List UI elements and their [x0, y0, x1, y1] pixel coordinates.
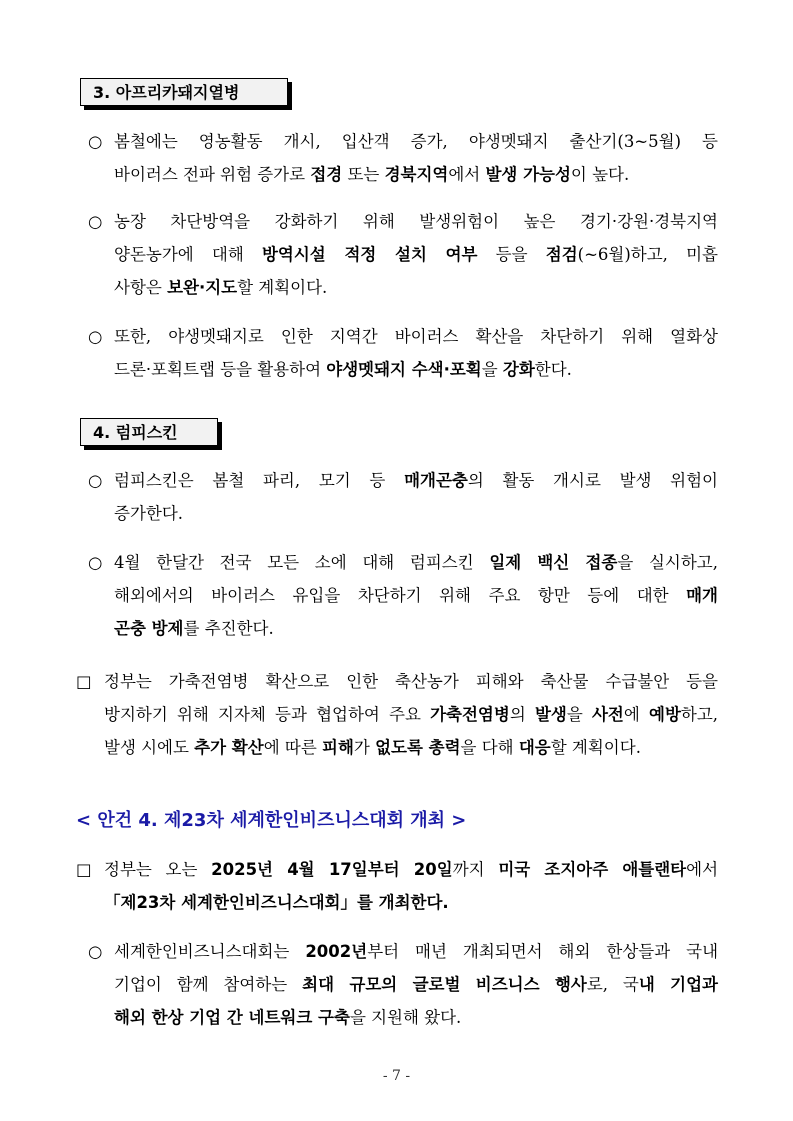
paragraph-farm-biosecurity [88, 205, 718, 304]
section-heading-african-swine-fever: 3. 아프리카돼지열병 [80, 78, 288, 106]
paragraph-spring-asf-risk [88, 125, 718, 191]
text-line: 발생 시에도 추가 확산에 따른 피해가 없도록 총력을 다해 대응할 계획이다. [104, 738, 641, 757]
square-bullet: □ [76, 672, 92, 691]
circle-bullet: ○ [88, 327, 103, 346]
text-line: 사항은 보완·지도할 계획이다. [114, 278, 328, 297]
paragraph-business-convention-announcement [76, 853, 718, 919]
circle-bullet: ○ [88, 471, 103, 490]
text-line: 농장 차단방역을 강화하기 위해 발생위험이 높은 경기·강원·경북지역 [114, 212, 718, 231]
text-line: 또한, 야생멧돼지로 인한 지역간 바이러스 확산을 차단하기 위해 열화상 [114, 327, 718, 346]
paragraph-wild-boar-search [88, 320, 718, 386]
text-line: 해외 한상 기업 간 네트워크 구축을 지원해 왔다. [114, 1008, 462, 1027]
paragraph-government-prevention [76, 665, 718, 764]
section-heading-lumpy-skin: 4. 럼피스킨 [80, 418, 218, 446]
text-line: 증가한다. [114, 504, 184, 523]
text-line: 기업이 함께 참여하는 최대 규모의 글로벌 비즈니스 행사로, 국내 기업과 [114, 975, 718, 994]
paragraph-lumpy-risk [88, 464, 718, 530]
paragraph-business-convention-history [88, 935, 718, 1034]
text-line: 바이러스 전파 위험 증가로 접경 또는 경북지역에서 발생 가능성이 높다. [114, 165, 630, 184]
text-line: 정부는 오는 2025년 4월 17일부터 20일까지 미국 조지아주 애틀랜타에서 [104, 860, 719, 879]
text-line: 「제23차 세계한인비즈니스대회」를 개최한다. [104, 893, 449, 912]
text-line: 정부는 가축전염병 확산으로 인한 축산농가 피해와 축산물 수급불안 등을 [104, 672, 718, 691]
text-line: 양돈농가에 대해 방역시설 적정 설치 여부 등을 점검(~6월)하고, 미흡 [114, 245, 718, 264]
text-line: 럼피스킨은 봄철 파리, 모기 등 매개곤충의 활동 개시로 발생 위험이 [114, 471, 718, 490]
text-line: 세계한인비즈니스대회는 2002년부터 매년 개최되면서 해외 한상들과 국내 [114, 942, 719, 961]
circle-bullet: ○ [88, 942, 103, 961]
text-line: 드론·포획트랩 등을 활용하여 야생멧돼지 수색·포획을 강화한다. [114, 360, 572, 379]
circle-bullet: ○ [88, 212, 103, 231]
text-line: 4월 한달간 전국 모든 소에 대해 럼피스킨 일제 백신 접종을 실시하고, [114, 553, 718, 572]
circle-bullet: ○ [88, 553, 103, 572]
text-line: 방지하기 위해 지자체 등과 협업하여 주요 가축전염병의 발생을 사전에 예방하고, [104, 705, 719, 724]
circle-bullet: ○ [88, 132, 103, 151]
square-bullet: □ [76, 860, 92, 879]
paragraph-lumpy-vaccination [88, 546, 718, 645]
agenda-heading: < 안건 4. 제23차 세계한인비즈니스대회 개최 > [76, 810, 467, 831]
page-number: - 7 - [382, 1068, 411, 1084]
text-line: 봄철에는 영농활동 개시, 입산객 증가, 야생멧돼지 출산기(3~5월) 등 [114, 132, 718, 151]
text-line: 곤충 방제를 추진한다. [114, 619, 274, 638]
text-line: 해외에서의 바이러스 유입을 차단하기 위해 주요 항만 등에 대한 매개 [114, 586, 718, 605]
